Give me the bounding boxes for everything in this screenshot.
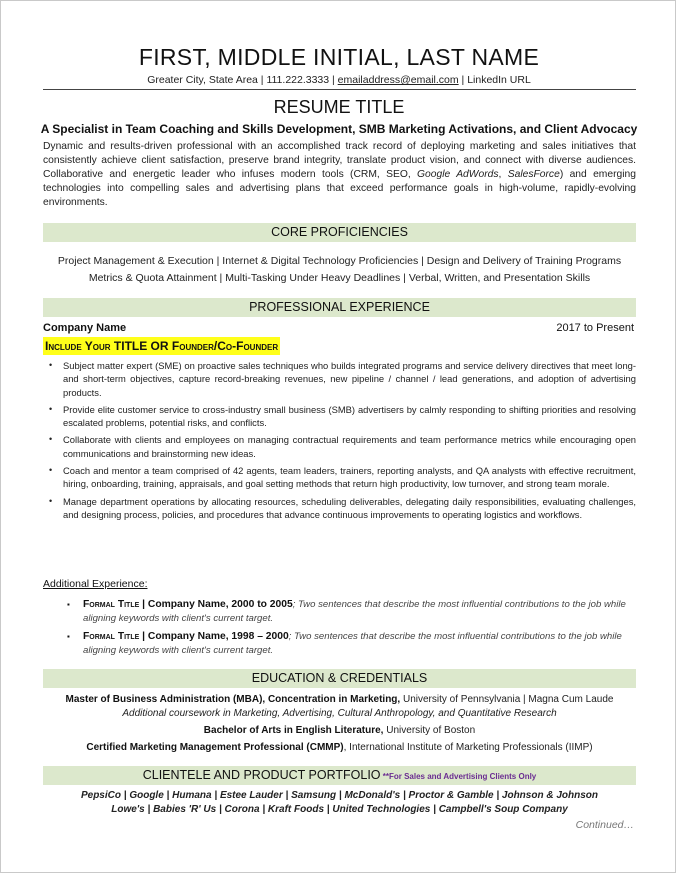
bullet-icon: • <box>49 465 53 476</box>
company-name: Company Name <box>43 322 127 334</box>
core-proficiencies-line-1: Project Management & Execution | Internet & Digital Technology Proficiencies | Design and Delivery of Training Programs <box>57 255 622 267</box>
additional-experience-heading: Additional Experience: <box>43 578 148 590</box>
certification-name: Certified Marketing Management Professional (CMMP) <box>86 742 344 753</box>
bullet-text: Provide elite customer service to cross-industry small business (SMB) advertisers by calmly responding to shifting priorities and resolving escalated problems, potential risks, and conflicts. <box>63 403 636 429</box>
section-heading-core: CORE PROFICIENCIES <box>43 223 636 242</box>
contact-location: Greater City, State Area <box>147 74 258 86</box>
square-bullet-icon: ▪ <box>67 600 70 609</box>
clientele-heading-text: CLIENTELE AND PRODUCT PORTFOLIO <box>142 768 381 782</box>
degree-name: Master of Business Administration (MBA), Concentration in Marketing, <box>65 694 401 705</box>
contact-linkedin: LinkedIn URL <box>467 74 531 86</box>
formal-title: Formal Title <box>83 631 140 642</box>
candidate-name: FIRST, MIDDLE INITIAL, LAST NAME <box>138 44 540 70</box>
contact-separator: | <box>329 74 338 86</box>
bullet-icon: • <box>49 495 53 506</box>
section-heading-clientele <box>43 766 636 785</box>
degree-school: University of Boston <box>383 725 476 736</box>
summary-text: , <box>498 169 508 180</box>
resume-title: RESUME TITLE <box>273 97 405 117</box>
section-heading-experience: PROFESSIONAL EXPERIENCE <box>43 298 636 317</box>
contact-separator: | <box>257 74 267 86</box>
bullet-text: Collaborate with clients and employees on managing contractual requirements and team performance metrics while encouraging open communications and brainstorming new ideas. <box>63 434 636 459</box>
bullet-text: Coach and mentor a team comprised of 42 agents, team leaders, trainers, reporting analysts, and QA analysts with effective recruitment, hiring, onboarding, training, appraisals, and goal setting methods that return high productivity, low turnover, and strong team morale. <box>63 465 636 490</box>
contact-email-link[interactable]: emailaddress@email.com <box>337 74 459 86</box>
continued-note: Continued… <box>575 819 634 831</box>
contact-separator: | <box>458 74 468 86</box>
list-item <box>49 359 636 399</box>
role-description: ; Two sentences that describe the most influential contributions to the job while aligning keywords with client's current target. <box>83 599 626 624</box>
summary-italic-adwords: Google AdWords <box>417 169 499 180</box>
employment-dates: 2017 to Present <box>556 322 634 334</box>
formal-title: Formal Title <box>83 599 140 610</box>
certification <box>43 742 636 753</box>
summary-paragraph <box>43 140 636 210</box>
additional-experience-item <box>67 598 636 626</box>
company-and-dates: | Company Name, 1998 – 2000 <box>139 631 289 642</box>
list-item <box>49 403 636 430</box>
bullet-icon: • <box>49 403 53 414</box>
summary-italic-salesforce: SalesForce <box>507 169 560 180</box>
clientele-line-1: PepsiCo | Google | Humana | Estee Lauder | Samsung | McDonald's | Proctor & Gamble | Johnson & Johnson <box>80 790 599 801</box>
section-heading-education: EDUCATION & CREDENTIALS <box>43 669 636 688</box>
additional-experience-item <box>67 630 636 658</box>
company-and-dates: | Company Name, 2000 to 2005 <box>139 599 293 610</box>
header-divider <box>43 89 636 90</box>
bullet-icon: • <box>49 434 53 445</box>
list-item <box>49 495 636 522</box>
role-description: ; Two sentences that describe the most influential contributions to the job while aligning keywords with client's current target. <box>83 631 622 656</box>
degree-coursework-note: Additional coursework in Marketing, Advertising, Cultural Anthropology, and Quantitative Research <box>122 708 557 719</box>
certification-org: , International Institute of Marketing Professionals (IIMP) <box>343 742 593 753</box>
bullet-text: Subject matter expert (SME) on proactive sales techniques who builds integrated programs and service delivery directives that meet long- and short-term objectives, capture record-breaking revenues, new pipeline / channel / lead generations, and adoption of advertising products. <box>63 360 636 398</box>
square-bullet-icon: ▪ <box>67 632 70 641</box>
list-item <box>49 433 636 460</box>
job-title-highlight: Include Your TITLE OR Founder/Co-Founder <box>45 339 279 353</box>
degree-name: Bachelor of Arts in English Literature, <box>203 725 384 736</box>
degree-mba <box>43 694 636 705</box>
degree-school: University of Pennsylvania | Magna Cum Laude <box>400 694 614 705</box>
contact-line <box>1 74 676 86</box>
clientele-note: **For Sales and Advertising Clients Only <box>380 772 537 781</box>
summary-text: Dynamic and results-driven professional with an accomplished track record of deploying marketing and sales initiatives that consistently achieve client satisfaction, preserve brand integrity, translate product vision, and connect with diverse audiences. Collaborative and energetic leader who infuses modern tools (CRM, SEO, <box>43 141 636 180</box>
experience-bullet-list <box>49 359 636 525</box>
bullet-icon: • <box>49 360 53 370</box>
core-proficiencies-line-2: Metrics & Quota Attainment | Multi-Tasking Under Heavy Deadlines | Verbal, Written, and Presentation Skills <box>88 272 591 284</box>
bullet-text: Manage department operations by allocating resources, scheduling deliverables, delegating daily responsibilities, evaluating challenges, and designing process, policies, and procedures that advance continuous improvements to operating logistics and workflows. <box>63 495 636 520</box>
resume-headline: A Specialist in Team Coaching and Skills Development, SMB Marketing Activations, and Client Advocacy <box>40 122 638 136</box>
summary-text: ) and emerging technologies into compelling sales and advertising plans that exceed performance goals in high-volume, rapidly-evolving environments. <box>43 169 636 208</box>
list-item <box>49 464 636 491</box>
clientele-line-2: Lowe's | Babies 'R' Us | Corona | Kraft Foods | United Technologies | Campbell's Soup Company <box>111 804 568 815</box>
degree-ba <box>43 725 636 736</box>
contact-phone: 111.222.3333 <box>266 74 330 86</box>
